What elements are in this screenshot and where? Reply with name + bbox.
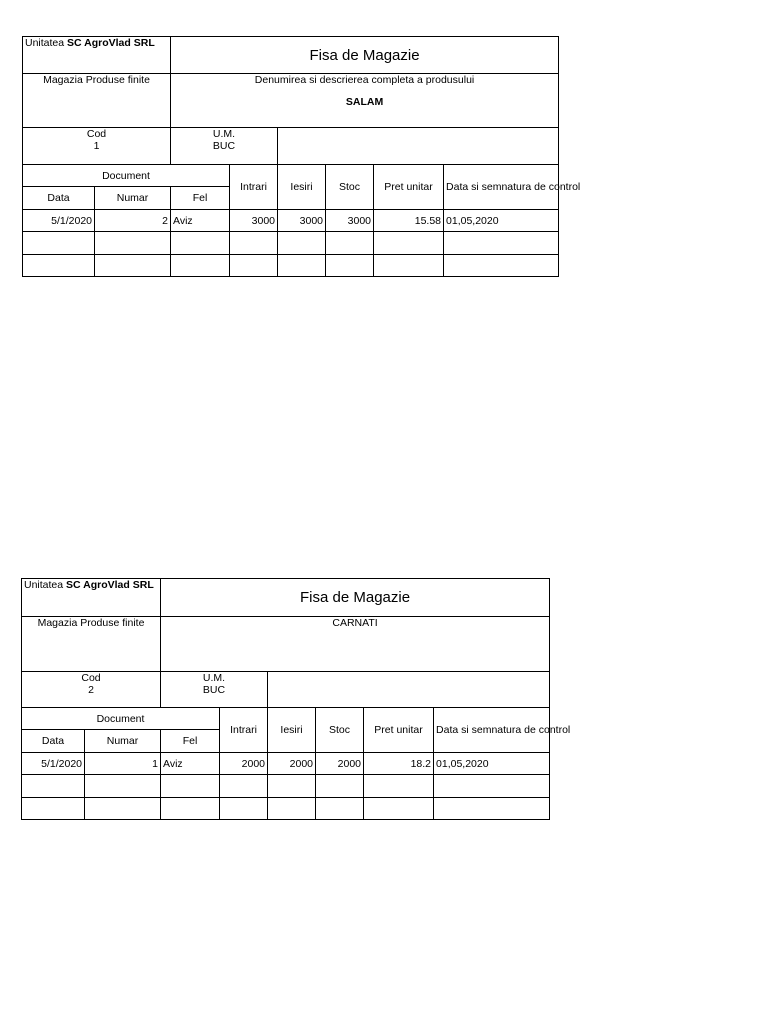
col-semnatura: Data si semnatura de control bbox=[444, 165, 559, 210]
cell-semnatura bbox=[444, 255, 559, 277]
cell-iesiri bbox=[278, 255, 326, 277]
table-row bbox=[23, 210, 559, 232]
cod-value: 2 bbox=[88, 684, 94, 696]
col-pret-unitar: Pret unitar bbox=[364, 708, 434, 753]
unit-cell bbox=[23, 37, 171, 74]
unit-name: SC AgroVlad SRL bbox=[66, 579, 154, 591]
cell-semnatura bbox=[434, 798, 550, 820]
table-row bbox=[22, 753, 550, 775]
cell-intrari bbox=[230, 255, 278, 277]
table-row bbox=[22, 798, 550, 820]
col-numar: Numar bbox=[95, 187, 171, 210]
cell-pret bbox=[374, 255, 444, 277]
cell-pret bbox=[364, 798, 434, 820]
col-intrari: Intrari bbox=[230, 165, 278, 210]
cod-cell bbox=[22, 672, 161, 708]
cell-fel bbox=[161, 798, 220, 820]
table-row bbox=[22, 775, 550, 798]
warehouse-name: Magazia Produse finite bbox=[23, 74, 171, 128]
cell-data bbox=[22, 775, 85, 798]
col-iesiri: Iesiri bbox=[278, 165, 326, 210]
cell-numar bbox=[95, 232, 171, 255]
cell-numar: 2 bbox=[95, 210, 171, 232]
cell-stoc bbox=[316, 798, 364, 820]
um-value: BUC bbox=[212, 140, 236, 152]
col-iesiri: Iesiri bbox=[268, 708, 316, 753]
cell-fel bbox=[171, 255, 230, 277]
col-data: Data bbox=[22, 730, 85, 753]
table-row bbox=[23, 232, 559, 255]
product-caption: CARNATI bbox=[332, 617, 378, 629]
col-fel: Fel bbox=[161, 730, 220, 753]
um-value: BUC bbox=[202, 684, 226, 696]
cell-fel bbox=[171, 232, 230, 255]
cell-fel: Aviz bbox=[171, 210, 230, 232]
cell-fel bbox=[161, 775, 220, 798]
cell-iesiri: 2000 bbox=[268, 753, 316, 775]
col-document: Document bbox=[23, 165, 230, 187]
um-label: U.M. bbox=[212, 128, 236, 140]
cell-data bbox=[23, 255, 95, 277]
cell-intrari bbox=[230, 232, 278, 255]
cell-data bbox=[23, 232, 95, 255]
um-cell bbox=[161, 672, 268, 708]
cell-stoc bbox=[326, 255, 374, 277]
table-row bbox=[23, 255, 559, 277]
cell-intrari: 3000 bbox=[230, 210, 278, 232]
cell-pret: 15.58 bbox=[374, 210, 444, 232]
cell-intrari bbox=[220, 798, 268, 820]
product-caption: Denumirea si descrierea completa a produsului bbox=[254, 74, 475, 86]
product-cell bbox=[171, 74, 559, 128]
cell-stoc bbox=[326, 232, 374, 255]
cod-label: Cod bbox=[86, 128, 107, 140]
product-cell bbox=[161, 617, 550, 672]
cell-semnatura bbox=[434, 775, 550, 798]
col-pret-unitar: Pret unitar bbox=[374, 165, 444, 210]
sheet-title: Fisa de Magazie bbox=[171, 37, 559, 74]
cell-stoc: 3000 bbox=[326, 210, 374, 232]
sheet-title: Fisa de Magazie bbox=[161, 579, 550, 617]
empty-cell bbox=[268, 672, 550, 708]
cod-label: Cod bbox=[81, 672, 101, 684]
unit-label: Unitatea bbox=[25, 37, 65, 49]
warehouse-name: Magazia Produse finite bbox=[22, 617, 161, 672]
cell-stoc: 2000 bbox=[316, 753, 364, 775]
empty-cell bbox=[278, 128, 559, 165]
cell-pret bbox=[374, 232, 444, 255]
col-numar: Numar bbox=[85, 730, 161, 753]
col-data: Data bbox=[23, 187, 95, 210]
cell-numar bbox=[85, 775, 161, 798]
stock-card-2 bbox=[21, 578, 571, 820]
cell-stoc bbox=[316, 775, 364, 798]
cell-semnatura bbox=[444, 232, 559, 255]
col-intrari: Intrari bbox=[220, 708, 268, 753]
cell-pret: 18.2 bbox=[364, 753, 434, 775]
cell-numar bbox=[95, 255, 171, 277]
product-name: SALAM bbox=[345, 96, 384, 108]
col-fel: Fel bbox=[171, 187, 230, 210]
cell-intrari: 2000 bbox=[220, 753, 268, 775]
cell-semnatura: 01,05,2020 bbox=[434, 753, 550, 775]
cod-value: 1 bbox=[93, 140, 100, 152]
col-semnatura: Data si semnatura de control bbox=[434, 708, 550, 753]
cell-iesiri bbox=[268, 775, 316, 798]
unit-name: SC AgroVlad SRL bbox=[67, 37, 155, 49]
cell-intrari bbox=[220, 775, 268, 798]
unit-cell bbox=[22, 579, 161, 617]
cell-pret bbox=[364, 775, 434, 798]
cod-cell bbox=[23, 128, 171, 165]
unit-label: Unitatea bbox=[24, 579, 64, 591]
col-stoc: Stoc bbox=[316, 708, 364, 753]
cell-data bbox=[22, 798, 85, 820]
stock-card-1 bbox=[22, 36, 581, 277]
col-document: Document bbox=[22, 708, 220, 730]
cell-semnatura: 01,05,2020 bbox=[444, 210, 559, 232]
cell-data: 5/1/2020 bbox=[23, 210, 95, 232]
cell-data: 5/1/2020 bbox=[22, 753, 85, 775]
cell-numar: 1 bbox=[85, 753, 161, 775]
cell-iesiri: 3000 bbox=[278, 210, 326, 232]
cell-fel: Aviz bbox=[161, 753, 220, 775]
um-label: U.M. bbox=[202, 672, 226, 684]
cell-iesiri bbox=[268, 798, 316, 820]
um-cell bbox=[171, 128, 278, 165]
cell-numar bbox=[85, 798, 161, 820]
col-stoc: Stoc bbox=[326, 165, 374, 210]
cell-iesiri bbox=[278, 232, 326, 255]
